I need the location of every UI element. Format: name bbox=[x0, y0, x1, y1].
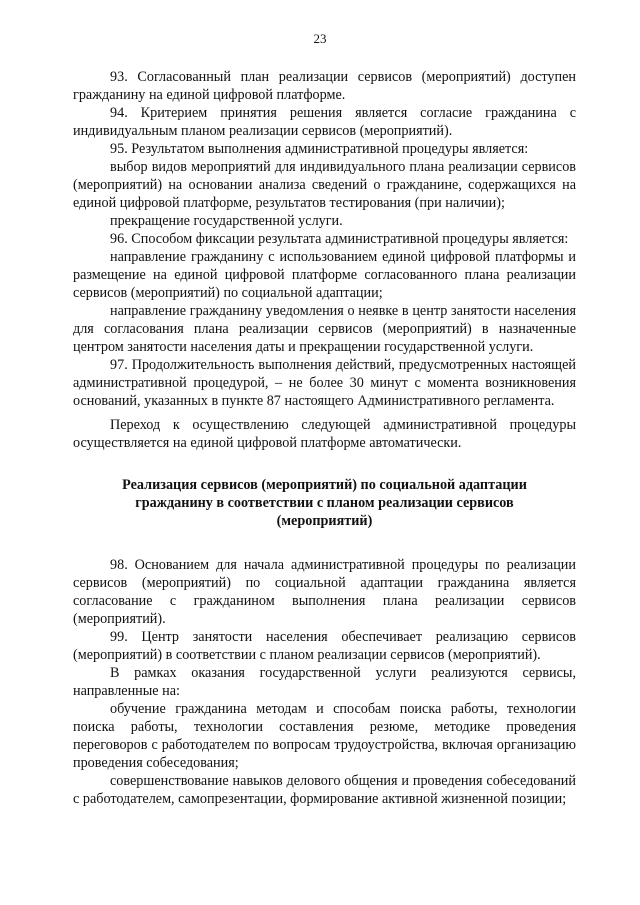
paragraph-services-item-1: обучение гражданина методам и способам поиска работы, технологии поиска работы, технологии составления резюме, методике проведения переговоров с работодателем по вопросам трудоустройства, включая организацию проведения собеседования; bbox=[73, 701, 576, 771]
document-body bbox=[73, 68, 576, 808]
paragraph-98: 98. Основанием для начала административной процедуры по реализации сервисов (мероприятий) по социальной адаптации гражданина является согласование с гражданином выполнения плана реализации сервисов (мероприятий). bbox=[73, 557, 576, 627]
paragraph-94: 94. Критерием принятия решения является согласие гражданина с индивидуальным планом реализации сервисов (мероприятий). bbox=[73, 105, 576, 139]
paragraph-99: 99. Центр занятости населения обеспечивает реализацию сервисов (мероприятий) в соответствии с планом реализации сервисов (мероприятий). bbox=[73, 629, 576, 663]
paragraph-transition: Переход к осуществлению следующей административной процедуры осуществляется на единой цифровой платформе автоматически. bbox=[73, 417, 576, 451]
paragraph-95-item-1: выбор видов мероприятий для индивидуального плана реализации сервисов (мероприятий) на основании анализа сведений о гражданине, содержащихся на единой цифровой платформе, результатов тестирования (при наличии); bbox=[73, 159, 576, 211]
paragraph-93: 93. Согласованный план реализации сервисов (мероприятий) доступен гражданину на единой цифровой платформе. bbox=[73, 69, 576, 103]
paragraph-96-item-2: направление гражданину уведомления о неявке в центр занятости населения для согласования плана реализации сервисов (мероприятий) в назначенные центром занятости населения даты и прекращении государственной услуги. bbox=[73, 303, 576, 355]
paragraph-96-item-1: направление гражданину с использованием единой цифровой платформы и размещение на единой цифровой платформе согласованного плана реализации сервисов (мероприятий) по социальной адаптации; bbox=[73, 249, 576, 301]
paragraph-95-item-2: прекращение государственной услуги. bbox=[110, 213, 343, 229]
paragraph-services-item-2: совершенствование навыков делового общения и проведения собеседований с работодателем, самопрезентации, формирование активной жизненной позиции; bbox=[73, 773, 576, 807]
paragraph-95: 95. Результатом выполнения административной процедуры является: bbox=[110, 141, 529, 157]
paragraph-services-intro: В рамках оказания государственной услуги реализуются сервисы, направленные на: bbox=[73, 665, 576, 699]
paragraph-97: 97. Продолжительность выполнения действий, предусмотренных настоящей административной процедурой, – не более 30 минут с момента возникновения оснований, указанных в пункте 87 настоящего Административного регламента. bbox=[73, 357, 576, 409]
paragraph-96: 96. Способом фиксации результата административной процедуры является: bbox=[110, 231, 569, 247]
section-heading: Реализация сервисов (мероприятий) по социальной адаптации гражданину в соответствии с планом реализации сервисов (мероприятий) bbox=[122, 477, 527, 529]
page-number: 23 bbox=[313, 31, 327, 46]
